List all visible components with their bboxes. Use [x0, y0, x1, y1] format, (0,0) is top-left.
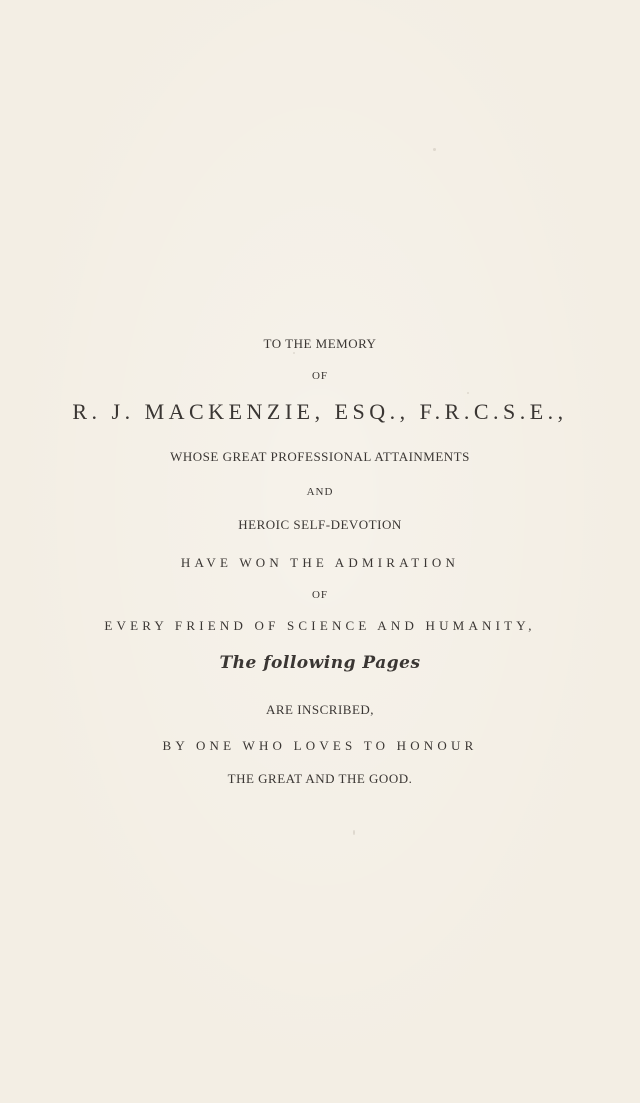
dedication-line-inscribed: ARE INSCRIBED,: [265, 702, 375, 717]
dedication-line-honour: BY ONE WHO LOVES TO HONOUR: [162, 738, 478, 753]
paper-speck: [353, 830, 355, 835]
dedication-line-of: OF: [311, 370, 329, 382]
dedication-line-of-2: OF: [311, 589, 329, 601]
dedication-line-following-pages: The following Pages: [219, 653, 421, 673]
dedication-line-self-devotion: HEROIC SELF-DEVOTION: [238, 517, 402, 532]
dedicatee-name: R. J. MACKENZIE, ESQ., F.R.C.S.E.,: [72, 399, 568, 424]
dedication-line-and: AND: [306, 486, 334, 498]
paper-speck: [293, 352, 295, 354]
paper-speck: [467, 392, 469, 394]
dedication-line-attainments: WHOSE GREAT PROFESSIONAL ATTAINMENTS: [170, 449, 470, 464]
dedication-line-to-the-memory: TO THE MEMORY: [263, 336, 377, 351]
dedication-line-admiration: HAVE WON THE ADMIRATION: [180, 555, 460, 570]
dedication-line-great-and-good: THE GREAT AND THE GOOD.: [227, 771, 413, 786]
paper-speck: [433, 148, 436, 151]
dedication-line-humanity: EVERY FRIEND OF SCIENCE AND HUMANITY,: [104, 618, 536, 633]
